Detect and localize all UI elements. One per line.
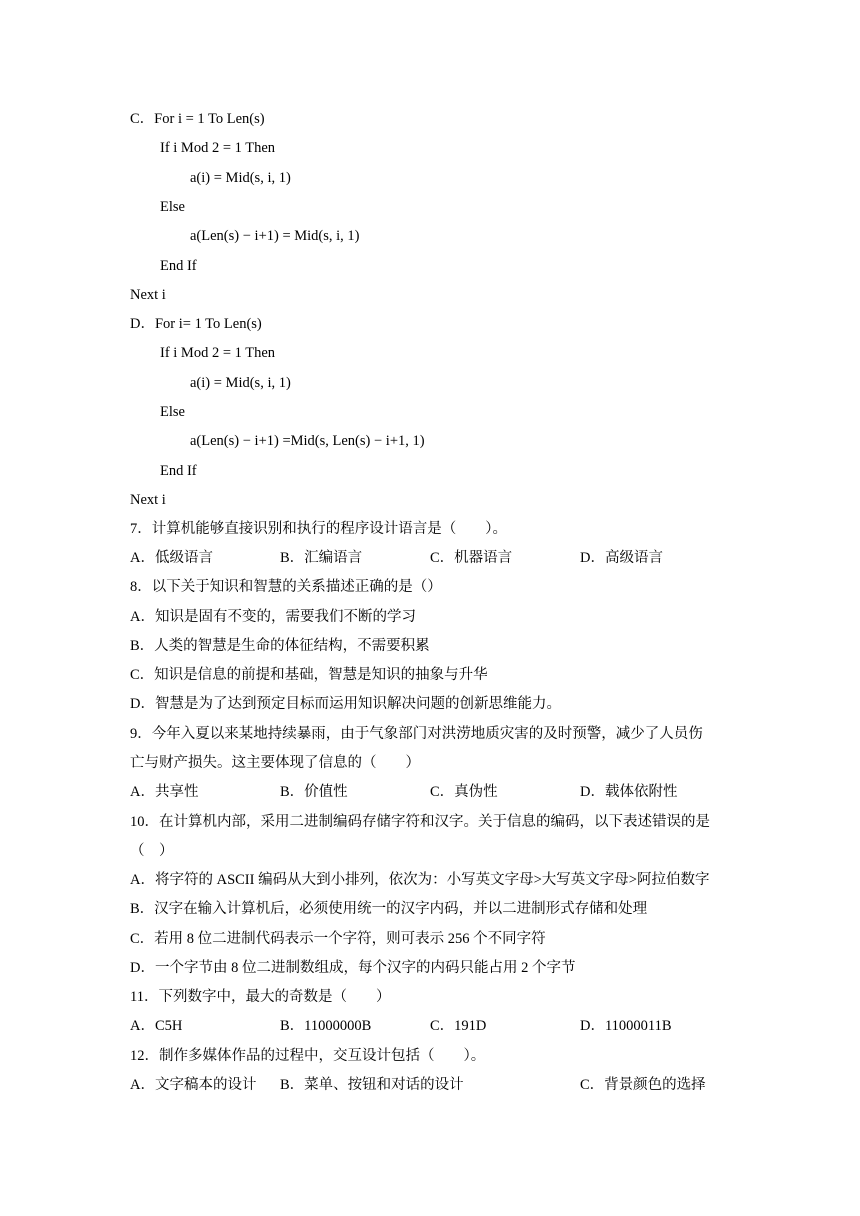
q8-option-c: C．知识是信息的前提和基础，智慧是知识的抽象与升华 <box>130 667 488 683</box>
q7-option-b: B．汇编语言 <box>280 550 363 566</box>
q12-option-a: A．文字稿本的设计 <box>130 1077 257 1093</box>
q10-option-a: A．将字符的 ASCII 编码从大到小排列，依次为：小写英文字母>大写英文字母>阿拉伯数字 <box>130 872 710 888</box>
q12-options <box>130 1075 830 1095</box>
q9-stem-line-2: 亡与财产损失。这主要体现了信息的（ ） <box>130 755 420 771</box>
code-d-line-1: D．For i= 1 To Len(s) <box>130 316 262 332</box>
q7-option-d: D．高级语言 <box>580 550 663 566</box>
code-c-line-1: C．For i = 1 To Len(s) <box>130 111 265 127</box>
q10-stem-line-1: 10．在计算机内部，采用二进制编码存储字符和汉字。关于信息的编码，以下表述错误的是 <box>130 814 710 830</box>
q12-stem: 12．制作多媒体作品的过程中，交互设计包括（ ）。 <box>130 1048 486 1064</box>
q8-option-b: B．人类的智慧是生命的体征结构，不需要积累 <box>130 638 430 654</box>
q8-stem: 8．以下关于知识和智慧的关系描述正确的是（） <box>130 579 442 595</box>
code-d-line-4: Else <box>160 404 185 420</box>
q10-option-c: C．若用 8 位二进制代码表示一个字符，则可表示 256 个不同字符 <box>130 931 546 947</box>
q9-option-a: A．共享性 <box>130 784 199 800</box>
code-c-line-4: Else <box>160 199 185 215</box>
q11-options <box>130 1016 830 1036</box>
q9-option-d: D．载体依附性 <box>580 784 678 800</box>
q11-option-a: A．C5H <box>130 1018 183 1034</box>
code-d-line-2: If i Mod 2 = 1 Then <box>160 345 276 361</box>
code-c-line-5: a(Len(s) − i+1) = Mid(s, i, 1) <box>190 228 360 244</box>
code-d-line-3: a(i) = Mid(s, i, 1) <box>190 375 291 391</box>
q9-option-c: C．真伪性 <box>430 784 498 800</box>
code-c-line-3: a(i) = Mid(s, i, 1) <box>190 170 291 186</box>
q10-option-d: D．一个字节由 8 位二进制数组成，每个汉字的内码只能占用 2 个字节 <box>130 960 576 976</box>
q7-options <box>130 548 830 568</box>
q12-option-c: C．背景颜色的选择 <box>580 1077 706 1093</box>
q9-stem-line-1: 9．今年入夏以来某地持续暴雨，由于气象部门对洪涝地质灾害的及时预警，减少了人员伤 <box>130 726 703 742</box>
code-d-line-6: End If <box>160 463 197 479</box>
code-d-line-7: Next i <box>130 492 166 508</box>
q7-stem: 7．计算机能够直接识别和执行的程序设计语言是（ ）。 <box>130 521 507 537</box>
q7-option-c: C．机器语言 <box>430 550 513 566</box>
q11-option-b: B．11000000B <box>280 1018 372 1034</box>
q11-option-d: D．11000011B <box>580 1018 672 1034</box>
q7-option-a: A．低级语言 <box>130 550 213 566</box>
code-c-line-7: Next i <box>130 287 166 303</box>
q8-option-a: A．知识是固有不变的，需要我们不断的学习 <box>130 609 416 625</box>
code-d-line-5: a(Len(s) − i+1) =Mid(s, Len(s) − i+1, 1) <box>190 433 425 449</box>
q10-stem-line-2: （ ） <box>130 843 174 859</box>
q11-stem: 11．下列数字中，最大的奇数是（ ） <box>130 989 391 1005</box>
q12-option-b: B．菜单、按钮和对话的设计 <box>280 1077 464 1093</box>
code-c-line-6: End If <box>160 258 197 274</box>
q8-option-d: D．智慧是为了达到预定目标而运用知识解决问题的创新思维能力。 <box>130 696 561 712</box>
q9-options <box>130 782 830 802</box>
q11-option-c: C．191D <box>430 1018 487 1034</box>
q9-option-b: B．价值性 <box>280 784 348 800</box>
code-c-line-2: If i Mod 2 = 1 Then <box>160 140 276 156</box>
q10-option-b: B．汉字在输入计算机后，必须使用统一的汉字内码，并以二进制形式存储和处理 <box>130 901 648 917</box>
